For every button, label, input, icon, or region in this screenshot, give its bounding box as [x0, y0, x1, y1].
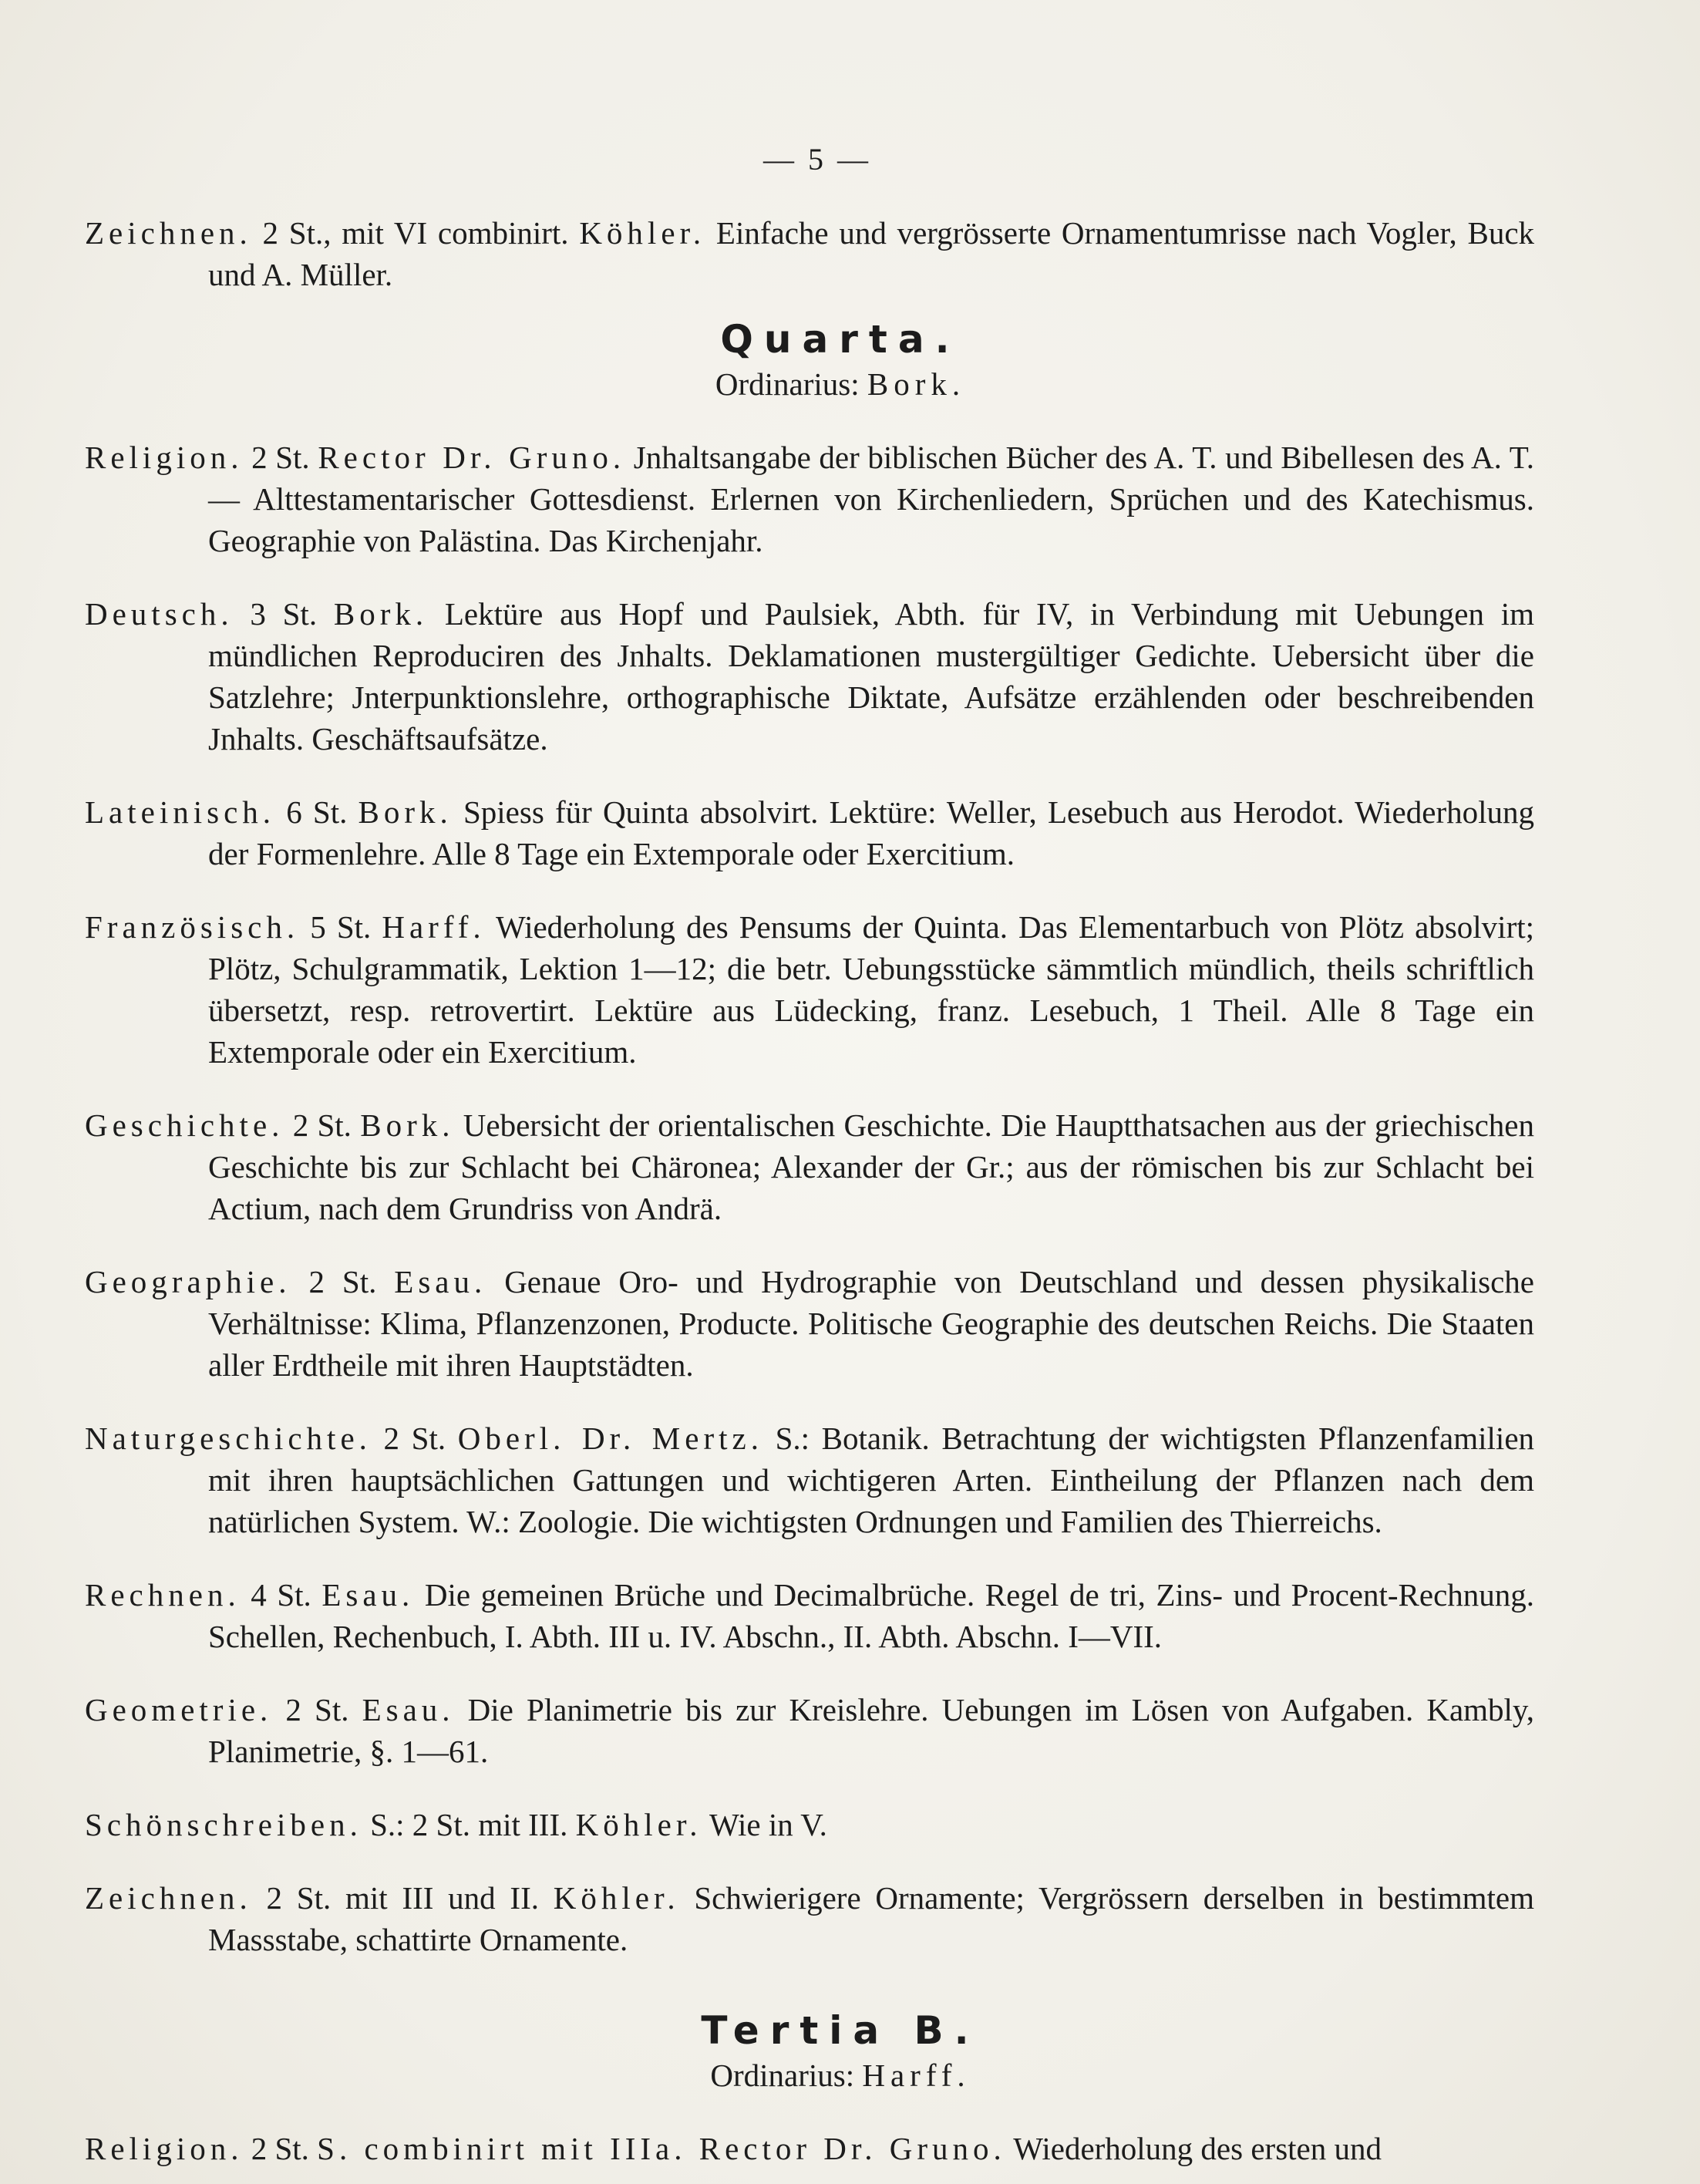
subject-teacher: Köhler. [553, 1880, 680, 1916]
subject-text: Uebersicht der orientalischen Geschichte. Die Hauptthatsachen aus der griechischen Geschichte bis zur Schlacht bei Chäronea; Alexander der Gr.; aus der römischen bis zur Schlacht bei Actium, nach dem Grundriss von Andrä. [208, 1107, 1534, 1226]
subject-hours: 2 St., mit VI combinirt. [262, 215, 569, 251]
subject-hours: 6 St. [286, 794, 348, 830]
ordinarius-line [146, 363, 1534, 405]
section-gap [85, 1967, 1534, 1987]
subject-teacher: Köhler. [579, 215, 706, 251]
subject-heading: Deutsch. [85, 596, 234, 632]
subject-text: Die Planimetrie bis zur Kreislehre. Uebungen im Lösen von Aufgaben. Kambly, Planimetrie, §. 1—61. [208, 1692, 1535, 1769]
subject-heading: Religion. [85, 440, 244, 475]
subject-text: Spiess für Quinta absolvirt. Lektüre: Weller, Lesebuch aus Herodot. Wiederholung der Formenlehre. Alle 8 Tage ein Extemporale oder Exercitium. [208, 794, 1535, 871]
subject-heading: Französisch. [85, 909, 300, 945]
subject-entry-naturgeschichte [85, 1417, 1534, 1542]
ordinarius-name: Bork. [867, 366, 966, 402]
section-title-tertia-b: Tertia B. [701, 2008, 980, 2053]
subject-hours: 2 St. [292, 1107, 352, 1143]
subject-text: S.: Botanik. Betrachtung der wichtigsten Pflanzenfamilien mit ihren hauptsächlichen Gattungen und wichtigeren Arten. Eintheilung der Pflanzen nach dem natürlichen System. W.: Zoologie. Die wichtigsten Ordnungen und Familien des Thierreichs. [208, 1421, 1535, 1539]
subject-heading: Zeichnen. [85, 215, 252, 251]
subject-heading: Lateinisch. [85, 794, 276, 830]
section-title-quarta: Quarta. [720, 317, 961, 362]
subject-text: Schwierigere Ornamente; Vergrössern derselben in bestimmtem Massstabe, schattirte Ornamente. [208, 1880, 1535, 1957]
subject-entry-rechnen [85, 1574, 1534, 1657]
intro-entry [85, 212, 1534, 295]
subject-text: Wiederholung des Pensums der Quinta. Das Elementarbuch von Plötz absolvirt; Plötz, Schulgrammatik, Lektion 1—12; die betr. Uebungsstücke sämmtlich mündlich, theils schriftlich übersetzt, resp. retrovertirt. Lektüre aus Lüdecking, franz. Lesebuch, 1 Theil. Alle 8 Tage ein Extemporale oder ein Exercitium. [208, 909, 1535, 1070]
subject-teacher: Esau. [362, 1692, 455, 1727]
subject-text: Die gemeinen Brüche und Decimalbrüche. Regel de tri, Zins- und Procent-Rechnung. Schellen, Rechenbuch, I. Abth. III u. IV. Abschn., II. Abth. Abschn. I—VII. [208, 1577, 1535, 1654]
subject-entry-geographie [85, 1261, 1534, 1386]
subject-entry-lateinisch [85, 791, 1534, 875]
subject-teacher: Esau. [321, 1577, 415, 1613]
subject-hours: 2 St. [251, 440, 310, 475]
subject-teacher: Bork. [358, 794, 453, 830]
subject-entry-schoenschreiben [85, 1804, 1534, 1845]
subject-entry-religion [85, 436, 1534, 561]
subject-entry-geometrie [85, 1689, 1534, 1772]
subject-entry-franzoesisch [85, 906, 1534, 1073]
subject-teacher: Bork. [360, 1107, 455, 1143]
subject-text: Genaue Oro- und Hydrographie von Deutschland und dessen physikalische Verhältnisse: Klima, Pflanzenzonen, Producte. Politische Geographie des deutschen Reichs. Die Staaten aller Erdtheile mit ihren Hauptstädten. [208, 1264, 1535, 1383]
subject-entry-religion-tertia [85, 2128, 1534, 2169]
subject-hours: 2 St. [251, 2131, 309, 2166]
subject-entry-geschichte [85, 1104, 1534, 1229]
subject-heading: Zeichnen. [85, 1880, 252, 1916]
subject-hours: 2 St. [308, 1264, 377, 1299]
subject-hours: 2 St. [383, 1421, 446, 1456]
subject-hours: 3 St. [250, 596, 318, 632]
subject-heading: Schönschreiben. [85, 1807, 362, 1842]
ordinarius-label: Ordinarius: [710, 2058, 855, 2093]
subject-teacher: Esau. [394, 1264, 487, 1299]
subject-teacher: Harff. [382, 909, 486, 945]
ordinarius-name: Harff. [862, 2058, 971, 2093]
subject-entry-deutsch [85, 593, 1534, 760]
page-number: — 5 — [763, 142, 871, 177]
subject-hours: 4 St. [251, 1577, 311, 1613]
subject-teacher: S. combinirt mit IIIa. Rector Dr. Gruno. [317, 2131, 1006, 2166]
subject-text: Wie in V. [709, 1807, 827, 1842]
subject-heading: Geschichte. [85, 1107, 284, 1143]
subject-teacher: Rector Dr. Gruno. [318, 440, 626, 475]
ordinarius-label: Ordinarius: [715, 366, 860, 402]
subject-hours: 2 St. [285, 1692, 349, 1727]
subject-heading: Rechnen. [85, 1577, 241, 1613]
subject-heading: Naturgeschichte. [85, 1421, 372, 1456]
subject-hours: 5 St. [310, 909, 372, 945]
subject-text: Einfache und vergrösserte Ornamentumrisse nach Vogler, Buck und A. Müller. [208, 215, 1535, 292]
subject-hours: 2 St. mit III und II. [266, 1880, 539, 1916]
subject-entry-zeichnen [85, 1877, 1534, 1960]
subject-heading: Geographie. [85, 1264, 291, 1299]
subject-teacher: Bork. [333, 596, 429, 632]
subject-teacher: Köhler. [575, 1807, 702, 1842]
subject-heading: Religion. [85, 2131, 244, 2166]
page-content [85, 139, 1534, 2176]
subject-text: Wiederholung des ersten und [1013, 2131, 1382, 2166]
subject-heading: Geometrie. [85, 1692, 273, 1727]
subject-text: Jnhaltsangabe der biblischen Bücher des A. T. und Bibellesen des A. T. — Alttestamentarischer Gottesdienst. Erlernen von Kirchenliedern, Sprüchen und des Katechismus. Geographie von Palästina. Das Kirchenjahr. [208, 440, 1535, 558]
subject-text: Lektüre aus Hopf und Paulsiek, Abth. für IV, in Verbindung mit Uebungen im mündlichen Reproduciren des Jnhalts. Deklamationen mustergültiger Gedichte. Uebersicht über die Satzlehre; Jnterpunktionslehre, orthographische Diktate, Aufsätze erzählenden oder beschreibenden Jnhalts. Geschäftsaufsätze. [208, 596, 1535, 757]
subject-teacher: Oberl. Dr. Mertz. [457, 1421, 763, 1456]
ordinarius-line [146, 2054, 1534, 2096]
subject-hours: S.: 2 St. mit III. [370, 1807, 568, 1842]
